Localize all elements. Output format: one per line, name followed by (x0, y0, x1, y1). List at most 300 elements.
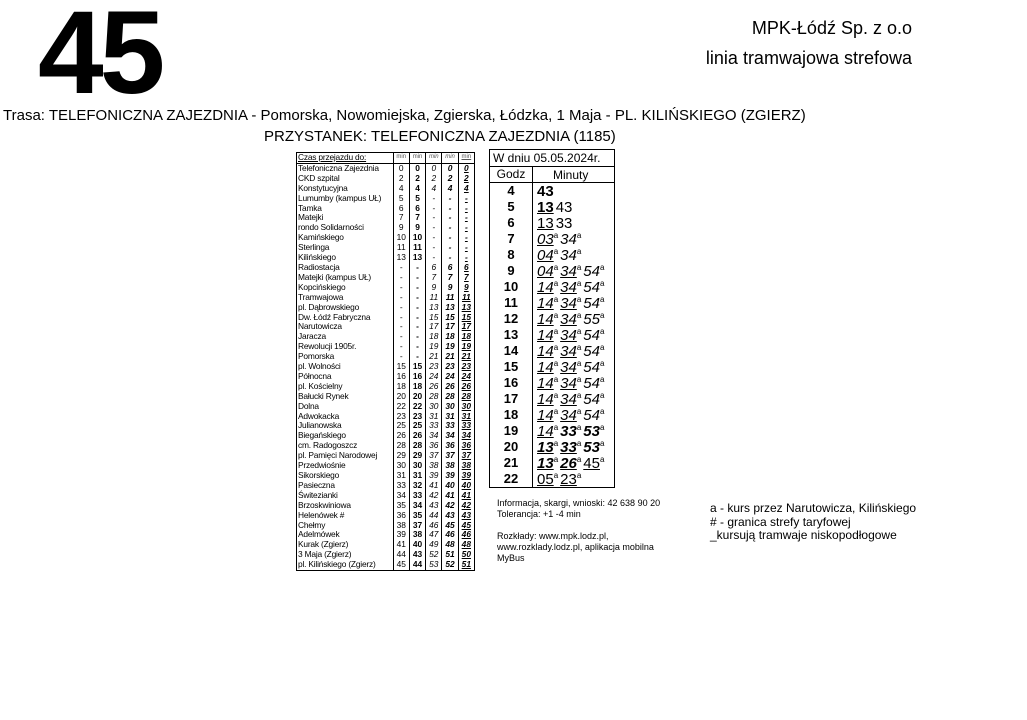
travel-time-cell: 19 (442, 342, 458, 352)
departure-row (490, 375, 614, 391)
travel-time-cell: 51 (442, 550, 458, 560)
travel-time-cell: - (393, 332, 409, 342)
route-description: Trasa: TELEFONICZNA ZAJEZDNIA - Pomorska, Nowomiejska, Zgierska, Łódzka, 1 Maja - PL. KILIŃSKIEGO (ZGIERZ) (3, 107, 806, 124)
travel-time-cell: 34 (442, 431, 458, 441)
travel-time-cell: 9 (393, 223, 409, 233)
travel-time-cell: 6 (458, 263, 474, 273)
travel-time-cell: 39 (458, 471, 474, 481)
departure-minute (537, 215, 554, 232)
minute-note: a (599, 422, 605, 432)
travel-time-cell: 39 (393, 530, 409, 540)
minute-value: 14 (537, 326, 554, 344)
stop-name-cell: Przedwiośnie (298, 460, 346, 471)
travel-time-cell: 36 (426, 441, 442, 451)
departure-minute (583, 279, 604, 296)
minute-value: 34 (560, 326, 577, 344)
travel-time-cell: 2 (426, 174, 442, 184)
travel-time-cell: - (442, 253, 458, 263)
minute-note: a (599, 278, 605, 288)
travel-time-cell: 49 (426, 540, 442, 550)
minute-value: 14 (537, 422, 554, 440)
departure-minute (537, 183, 554, 200)
minute-note: a (553, 294, 559, 304)
travel-time-cell: 29 (409, 451, 425, 461)
departure-row (490, 295, 614, 311)
departure-hour: 20 (490, 439, 533, 455)
departure-minutes (533, 247, 583, 264)
travel-time-cell: 7 (426, 273, 442, 283)
travel-time-cell: - (426, 204, 442, 214)
travel-time-cell: 24 (426, 372, 442, 382)
minute-value: 54 (583, 374, 600, 392)
travel-time-cell: 11 (426, 293, 442, 303)
departure-minute (556, 215, 573, 232)
travel-time-cell: 37 (458, 451, 474, 461)
travel-time-cell: 53 (426, 560, 442, 570)
minute-value: 34 (560, 342, 577, 360)
travel-time-cell: 11 (409, 243, 425, 253)
departure-minute (537, 311, 558, 328)
departure-minute (556, 199, 573, 216)
info-schedules-3: MyBus (497, 553, 525, 563)
travel-time-cell: 46 (426, 521, 442, 531)
minute-value: 14 (537, 390, 554, 408)
departure-table (489, 149, 615, 488)
minute-value: 34 (560, 262, 577, 280)
departure-row (490, 343, 614, 359)
minute-value: 54 (583, 358, 600, 376)
minute-value: 54 (583, 390, 600, 408)
minute-value: 45 (583, 454, 600, 472)
departure-minutes (533, 471, 583, 488)
travel-time-cell: 19 (458, 342, 474, 352)
minute-note: a (576, 262, 582, 272)
departure-minutes (533, 215, 574, 232)
travel-time-cell: 39 (442, 471, 458, 481)
travel-row (297, 194, 475, 204)
minute-note: a (599, 294, 605, 304)
travel-time-cell: 41 (458, 491, 474, 501)
departure-minute (537, 455, 558, 472)
departure-minutes (533, 199, 574, 216)
minute-note: a (553, 374, 559, 384)
minute-note: a (553, 454, 559, 464)
travel-time-cell: - (409, 313, 425, 323)
minute-value: 05 (537, 470, 554, 488)
travel-time-cell: 36 (458, 441, 474, 451)
minute-value: 54 (583, 262, 600, 280)
stop-name-cell: Kilińskiego (298, 252, 336, 263)
minute-note: a (599, 390, 605, 400)
minute-note: a (553, 406, 559, 416)
minute-note: a (553, 438, 559, 448)
travel-time-cell: - (426, 213, 442, 223)
travel-time-cell: 26 (442, 382, 458, 392)
departure-minutes (533, 327, 606, 344)
travel-time-cell: 26 (458, 382, 474, 392)
departure-minute (560, 423, 581, 440)
minute-value: 34 (560, 310, 577, 328)
travel-time-cell: - (458, 213, 474, 223)
travel-time-cell: 30 (442, 402, 458, 412)
stop-name-cell: Świtezianki (298, 489, 338, 500)
travel-time-cell: - (409, 332, 425, 342)
travel-time-cell: 18 (409, 382, 425, 392)
departure-minutes (533, 375, 606, 392)
departure-minute (560, 295, 581, 312)
minute-value: 13 (537, 438, 554, 456)
travel-time-cell: 6 (442, 263, 458, 273)
line-number: 45 (38, 0, 162, 119)
minute-value: 55 (583, 310, 600, 328)
stop-name-cell: Adelmówek (298, 529, 340, 540)
departure-hour: 14 (490, 343, 533, 359)
departure-row (490, 455, 614, 471)
departure-minute (560, 375, 581, 392)
stop-name-cell: pl. Kilińskiego (Zgierz) (298, 559, 376, 570)
travel-time-cell: 38 (426, 461, 442, 471)
departure-minute (583, 439, 604, 456)
travel-time-cell: 30 (409, 461, 425, 471)
travel-time-cell: 36 (442, 441, 458, 451)
travel-time-cell: 28 (426, 392, 442, 402)
travel-time-cell: 40 (409, 540, 425, 550)
minute-value: 33 (560, 422, 577, 440)
travel-time-cell: 21 (458, 352, 474, 362)
minute-note: a (553, 422, 559, 432)
travel-time-cell: 38 (409, 530, 425, 540)
travel-time-cell: 38 (393, 521, 409, 531)
travel-time-cell: 34 (426, 431, 442, 441)
travel-time-cell: 35 (393, 501, 409, 511)
travel-time-cell: 16 (409, 372, 425, 382)
company-name: MPK-Łódź Sp. z o.o (751, 18, 912, 38)
travel-time-cell: 45 (442, 521, 458, 531)
minute-value: 14 (537, 278, 554, 296)
departure-rows (490, 183, 614, 487)
travel-time-cell: 2 (442, 174, 458, 184)
departure-minute (537, 407, 558, 424)
travel-col-unit: min (458, 153, 474, 164)
travel-time-cell: 13 (458, 303, 474, 313)
departure-row (490, 423, 614, 439)
departure-hour: 8 (490, 247, 533, 263)
hour-column-header: Godz (490, 167, 533, 182)
minute-note: a (553, 262, 559, 272)
travel-time-cell: - (458, 194, 474, 204)
departure-row (490, 247, 614, 263)
stop-name-cell: Matejki (kampus UŁ) (298, 271, 371, 282)
travel-time-cell: - (442, 204, 458, 214)
departure-minute (583, 263, 604, 280)
travel-time-cell: 0 (442, 163, 458, 173)
travel-time-cell: 42 (458, 501, 474, 511)
travel-time-cell: 2 (458, 174, 474, 184)
departure-minute (560, 359, 581, 376)
travel-time-cell: 0 (426, 163, 442, 173)
stop-name-cell: Bałucki Rynek (298, 390, 349, 401)
minute-note: a (599, 326, 605, 336)
minute-value: 34 (560, 406, 577, 424)
minute-value: 14 (537, 374, 554, 392)
travel-time-cell: 0 (409, 163, 425, 173)
travel-time-cell: 42 (426, 491, 442, 501)
departure-minutes (533, 439, 606, 456)
travel-time-cell: 13 (409, 253, 425, 263)
travel-time-cell: - (442, 213, 458, 223)
minute-note: a (553, 310, 559, 320)
departure-row (490, 439, 614, 455)
travel-time-cell: 2 (393, 174, 409, 184)
travel-time-cell: 20 (393, 392, 409, 402)
travel-time-cell: 45 (458, 521, 474, 531)
departure-minute (560, 263, 581, 280)
departure-minutes (533, 295, 606, 312)
travel-time-cell: 28 (409, 441, 425, 451)
travel-time-cell: - (409, 303, 425, 313)
travel-time-cell: - (442, 223, 458, 233)
travel-time-cell: 30 (393, 461, 409, 471)
minute-note: a (599, 262, 605, 272)
travel-time-cell: 33 (458, 421, 474, 431)
travel-time-cell: 15 (458, 313, 474, 323)
travel-time-cell: 37 (409, 521, 425, 531)
travel-time-cell: 9 (426, 283, 442, 293)
minute-note: a (599, 406, 605, 416)
departure-minute (583, 407, 604, 424)
travel-time-cell: 21 (442, 352, 458, 362)
departure-minute (537, 375, 558, 392)
stop-name-cell: Biegańskiego (298, 430, 346, 441)
travel-time-cell: - (409, 283, 425, 293)
departure-hour: 10 (490, 279, 533, 295)
minute-note: a (576, 326, 582, 336)
travel-time-cell: 11 (458, 293, 474, 303)
travel-time-cell: - (409, 263, 425, 273)
travel-time-cell: 22 (393, 402, 409, 412)
travel-time-cell: 47 (426, 530, 442, 540)
departure-minutes (533, 263, 606, 280)
stop-name-cell: Julianowska (298, 420, 342, 431)
departure-row (490, 311, 614, 327)
travel-time-cell: - (458, 223, 474, 233)
legend-hash: # - granica strefy taryfowej (710, 514, 851, 529)
minute-value: 14 (537, 294, 554, 312)
travel-time-cell: 43 (426, 501, 442, 511)
travel-time-cell: 29 (393, 451, 409, 461)
legend (710, 502, 920, 543)
travel-time-cell: - (426, 253, 442, 263)
minute-value: 13 (537, 214, 554, 232)
departure-hour: 7 (490, 231, 533, 247)
minute-note: a (576, 230, 582, 240)
travel-time-cell: 10 (393, 233, 409, 243)
travel-time-cell: - (426, 243, 442, 253)
travel-time-cell: 48 (458, 540, 474, 550)
minute-value: 14 (537, 358, 554, 376)
departure-minute (583, 295, 604, 312)
travel-time-cell: 40 (442, 481, 458, 491)
travel-time-cell: 18 (458, 332, 474, 342)
travel-time-cell: 13 (393, 253, 409, 263)
departure-minute (583, 455, 604, 472)
travel-time-cell: - (442, 233, 458, 243)
stop-name-cell: pl. Pamięci Narodowej (298, 450, 378, 461)
departure-row (490, 359, 614, 375)
stop-name-cell: Północna (298, 370, 332, 381)
departure-minute (537, 423, 558, 440)
minute-note: a (576, 470, 582, 480)
travel-time-cell: 0 (393, 163, 409, 173)
travel-time-cell: 6 (409, 204, 425, 214)
travel-time-cell: - (442, 194, 458, 204)
minute-note: a (576, 246, 582, 256)
minute-note: a (553, 246, 559, 256)
travel-time-cell: - (409, 322, 425, 332)
stop-name-cell: Adwokacka (298, 410, 340, 421)
travel-time-cell: 28 (442, 392, 458, 402)
travel-time-cell: 15 (426, 313, 442, 323)
minute-value: 53 (583, 422, 600, 440)
departure-minutes (533, 423, 606, 440)
minute-note: a (553, 358, 559, 368)
minute-value: 04 (537, 246, 554, 264)
travel-time-cell: - (458, 233, 474, 243)
travel-time-cell: 13 (426, 303, 442, 313)
minute-note: a (599, 342, 605, 352)
travel-time-cell: 34 (409, 501, 425, 511)
departure-minute (560, 327, 581, 344)
departure-hour: 4 (490, 183, 533, 199)
stop-name-cell: Konstytucyjna (298, 182, 348, 193)
minute-note: a (576, 406, 582, 416)
minute-value: 54 (583, 326, 600, 344)
minute-value: 54 (583, 278, 600, 296)
stop-name-cell: Kamińskiego (298, 232, 344, 243)
minute-note: a (553, 470, 559, 480)
travel-time-cell: 6 (393, 204, 409, 214)
departure-minutes (533, 455, 606, 472)
departure-minutes (533, 183, 556, 200)
minute-note: a (576, 358, 582, 368)
departure-hour: 12 (490, 311, 533, 327)
travel-time-cell: 33 (393, 481, 409, 491)
travel-time-cell: 23 (426, 362, 442, 372)
travel-time-cell: - (458, 204, 474, 214)
travel-time-cell: 31 (458, 412, 474, 422)
departure-minutes (533, 359, 606, 376)
stop-name-cell: Pomorska (298, 351, 335, 362)
travel-time-cell: 52 (426, 550, 442, 560)
departure-hour: 19 (490, 423, 533, 439)
travel-time-cell: 4 (393, 184, 409, 194)
minute-value: 14 (537, 342, 554, 360)
travel-time-cell: 18 (442, 332, 458, 342)
travel-col-unit: min (442, 153, 458, 164)
travel-time-cell: 6 (426, 263, 442, 273)
minute-value: 34 (560, 230, 577, 248)
minutes-column-header: Minuty (553, 167, 589, 182)
departure-hour: 17 (490, 391, 533, 407)
travel-header-label: Czas przejazdu do: (297, 153, 394, 164)
stop-name-cell: Chełmy (298, 519, 326, 530)
departure-minutes (533, 407, 606, 424)
departure-hour: 21 (490, 455, 533, 471)
minute-value: 34 (560, 278, 577, 296)
departure-minute (583, 311, 604, 328)
stop-name-cell: Kopcińskiego (298, 281, 346, 292)
minute-note: a (576, 342, 582, 352)
stop-name-cell: Matejki (298, 212, 324, 223)
departure-minutes (533, 311, 606, 328)
travel-time-cell: - (409, 342, 425, 352)
travel-time-cell: 25 (393, 421, 409, 431)
stop-name-cell: Rewolucji 1905r. (298, 341, 357, 352)
departure-minute (583, 327, 604, 344)
departure-minute (537, 247, 558, 264)
departure-minute (560, 455, 581, 472)
travel-time-cell: 42 (442, 501, 458, 511)
departure-minute (583, 359, 604, 376)
travel-col-unit: min (393, 153, 409, 164)
stop-name-cell: pl. Dąbrowskiego (298, 301, 360, 312)
minute-value: 34 (560, 246, 577, 264)
info-contact: Informacja, skargi, wnioski: 42 638 90 20 (497, 498, 661, 508)
minute-note: a (576, 454, 582, 464)
minute-value: 14 (537, 406, 554, 424)
departure-minute (560, 471, 581, 488)
departure-minute (560, 279, 581, 296)
departure-hour: 18 (490, 407, 533, 423)
travel-time-cell: 44 (393, 550, 409, 560)
stop-name-cell: Sterlinga (298, 242, 330, 253)
departure-header (490, 167, 614, 183)
travel-time-cell: 44 (426, 511, 442, 521)
travel-time-cell: - (426, 194, 442, 204)
travel-time-cell: - (393, 273, 409, 283)
travel-time-cell: 11 (442, 293, 458, 303)
travel-row (297, 204, 475, 214)
departure-minute (537, 199, 554, 216)
departure-minute (560, 247, 581, 264)
travel-time-cell: 43 (442, 511, 458, 521)
minute-value: 04 (537, 262, 554, 280)
travel-time-cell: 40 (458, 481, 474, 491)
departure-minute (537, 359, 558, 376)
travel-time-cell: 16 (393, 372, 409, 382)
travel-time-cell: 17 (458, 322, 474, 332)
minute-value: 54 (583, 294, 600, 312)
info-schedules-2: www.rozklady.lodz.pl, aplikacja mobilna (497, 542, 654, 552)
departure-minute (560, 407, 581, 424)
travel-time-cell: 30 (458, 402, 474, 412)
travel-time-cell: 26 (409, 431, 425, 441)
info-block (497, 498, 660, 564)
travel-time-cell: 15 (409, 362, 425, 372)
departure-hour: 9 (490, 263, 533, 279)
travel-time-cell: 4 (426, 184, 442, 194)
departure-minute (583, 343, 604, 360)
travel-time-cell: 31 (426, 412, 442, 422)
minute-note: a (576, 422, 582, 432)
travel-table-body (297, 163, 475, 570)
travel-time-cell: - (426, 233, 442, 243)
travel-time-cell: 5 (409, 194, 425, 204)
minute-note: a (576, 438, 582, 448)
travel-time-cell: 9 (442, 283, 458, 293)
minute-note: a (599, 374, 605, 384)
travel-time-cell: 37 (426, 451, 442, 461)
